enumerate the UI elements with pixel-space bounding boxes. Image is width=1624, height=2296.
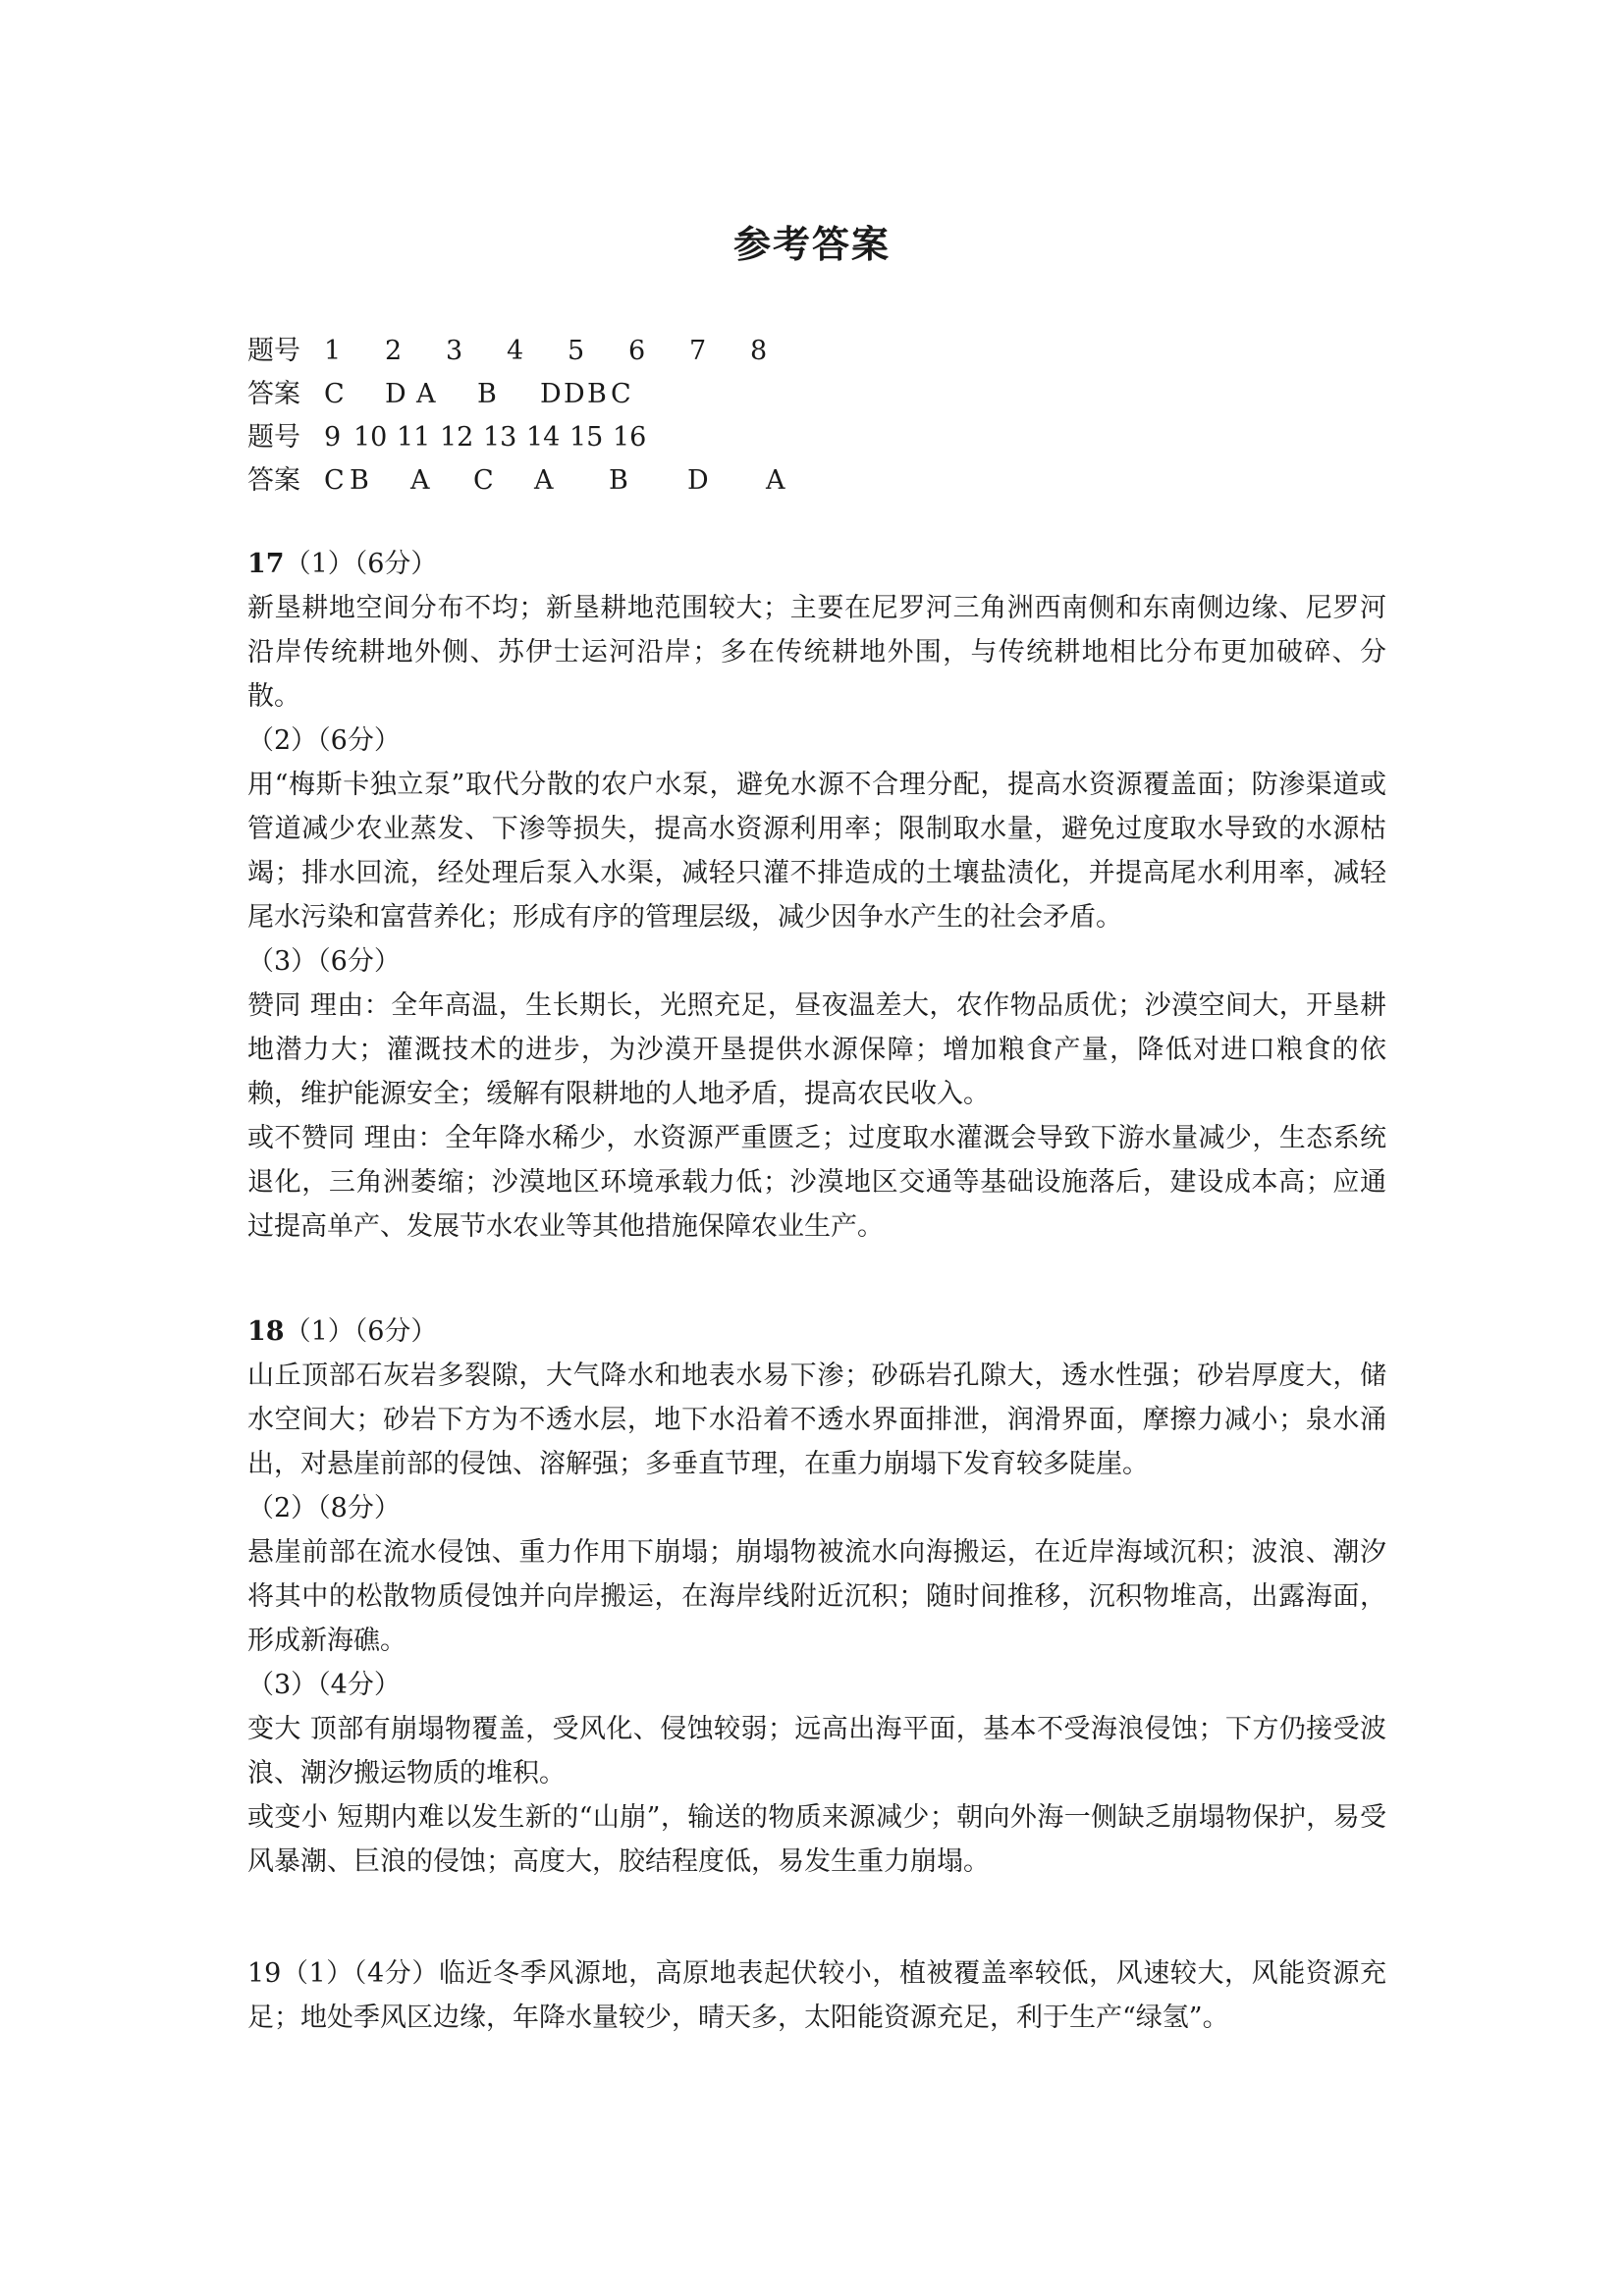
q18-part1-heading <box>247 1309 1386 1354</box>
question-number: 17 <box>247 549 285 579</box>
q18-part1-answer: 山丘顶部石灰岩多裂隙，大气降水和地表水易下渗；砂砾岩孔隙大，透水性强；砂岩厚度大，储水空间大；砂岩下方为不透水层，地下水沿着不透水界面排泄，润滑界面，摩擦力减小；泉水涌出，对悬崖前部的侵蚀、溶解强；多垂直节理，在重力崩塌下发育较多陡崖。 <box>247 1361 1386 1479</box>
question-number: 12 <box>440 422 474 453</box>
q18-part3-answer-larger: 变大 顶部有崩塌物覆盖，受风化、侵蚀较弱；远高出海平面，基本不受海浪侵蚀；下方仍接受波浪、潮汐搬运物质的堆积。 <box>247 1714 1386 1789</box>
answer-letter: B <box>609 465 628 496</box>
answer-letter: D <box>564 379 585 409</box>
q17-part1-answer: 新垦耕地空间分布不均；新垦耕地范围较大；主要在尼罗河三角洲西南侧和东南侧边缘、尼罗河沿岸传统耕地外侧、苏伊士运河沿岸；多在传统耕地外围，与传统耕地相比分布更加破碎、分散。 <box>247 593 1386 712</box>
q19-part1-answer: 临近冬季风源地，高原地表起伏较小，植被覆盖率较低，风速较大，风能资源充足；地处季风区边缘，年降水量较少，晴天多，太阳能资源充足，利于生产“绿氢”。 <box>247 1958 1386 2033</box>
answer-letter: D <box>540 379 562 409</box>
q19-part1 <box>247 1951 1386 2040</box>
answer-letter: D <box>687 465 709 496</box>
q18-part2-heading: （2）（8分） <box>247 1493 401 1523</box>
question-number: 10 <box>353 422 388 453</box>
answer-letter: D <box>385 379 406 409</box>
q18-part2-answer: 悬崖前部在流水侵蚀、重力作用下崩塌；崩塌物被流水向海搬运，在近岸海域沉积；波浪、潮汐将其中的松散物质侵蚀并向岸搬运，在海岸线附近沉积；随时间推移，沉积物堆高，出露海面，形成新海礁。 <box>247 1537 1386 1656</box>
question-number: 7 <box>689 336 707 366</box>
question-number: 13 <box>483 422 517 453</box>
part-label: （1）（4分） <box>281 1958 439 1989</box>
answer-letter: C <box>611 379 631 409</box>
answer-letter: A <box>416 379 436 409</box>
question-number: 5 <box>568 336 585 366</box>
question-number: 6 <box>628 336 646 366</box>
question-number: 15 <box>569 422 604 453</box>
question-number: 14 <box>526 422 561 453</box>
q17-part3-answer-disagree: 或不赞同 理由：全年降水稀少，水资源严重匮乏；过度取水灌溉会导致下游水量减少，生态系统退化，三角洲萎缩；沙漠地区环境承载力低；沙漠地区交通等基础设施落后，建设成本高；应通过提高单产、发展节水农业等其他措施保障农业生产。 <box>247 1123 1386 1242</box>
answer-letter: A <box>766 465 785 496</box>
question-number: 1 <box>324 336 342 366</box>
answer-letter: C <box>324 379 345 409</box>
answer-letter: B <box>477 379 497 409</box>
q18-part3-answer-smaller: 或变小 短期内难以发生新的“山崩”，输送的物质来源减少；朝向外海一侧缺乏崩塌物保护，易受风暴潮、巨浪的侵蚀；高度大，胶结程度低，易发生重力崩塌。 <box>247 1802 1386 1877</box>
row-label: 题号 <box>247 336 300 366</box>
question-19 <box>247 1951 1386 2040</box>
part-label: （1）（6分） <box>284 549 438 579</box>
answer-letter: C <box>473 465 494 496</box>
q17-part2-answer: 用“梅斯卡独立泵”取代分散的农户水泵，避免水源不合理分配，提高水资源覆盖面；防渗渠道或管道减少农业蒸发、下渗等损失，提高水资源利用率；限制取水量，避免过度取水导致的水源枯竭；排水回流，经处理后泵入水渠，减轻只灌不排造成的土壤盐渍化，并提高尾水利用率，减轻尾水污染和富营养化；形成有序的管理层级，减少因争水产生的社会矛盾。 <box>247 770 1386 933</box>
question-number: 18 <box>247 1316 285 1347</box>
question-number: 16 <box>613 422 647 453</box>
answer-letter: A <box>534 465 554 496</box>
q18-part3-heading: （3）（4分） <box>247 1670 401 1700</box>
part-label: （1）（6分） <box>284 1316 438 1347</box>
row-label: 答案 <box>247 379 300 409</box>
question-number: 19 <box>247 1958 282 1989</box>
answer-letter: C <box>324 465 345 496</box>
page-title: 参考答案 <box>732 222 891 266</box>
question-number: 4 <box>507 336 524 366</box>
answer-letter: A <box>410 465 430 496</box>
answer-letter: B <box>587 379 607 409</box>
q17-part3-heading: （3）（6分） <box>247 946 401 977</box>
question-17 <box>247 542 1386 1249</box>
question-number: 9 <box>324 422 342 453</box>
q17-part1-heading <box>247 542 1386 586</box>
question-number: 8 <box>750 336 768 366</box>
question-number: 3 <box>446 336 463 366</box>
row-label: 题号 <box>247 422 300 453</box>
answer-letter: B <box>350 465 369 496</box>
q17-part2-heading: （2）（6分） <box>247 725 401 756</box>
question-number: 2 <box>385 336 403 366</box>
question-number: 11 <box>397 422 431 453</box>
row-label: 答案 <box>247 465 300 496</box>
question-18 <box>247 1309 1386 1884</box>
q17-part3-answer-agree: 赞同 理由：全年高温，生长期长，光照充足，昼夜温差大，农作物品质优；沙漠空间大，开垦耕地潜力大；灌溉技术的进步，为沙漠开垦提供水源保障；增加粮食产量，降低对进口粮食的依赖，维护能源安全；缓解有限耕地的人地矛盾，提高农民收入。 <box>247 990 1386 1109</box>
